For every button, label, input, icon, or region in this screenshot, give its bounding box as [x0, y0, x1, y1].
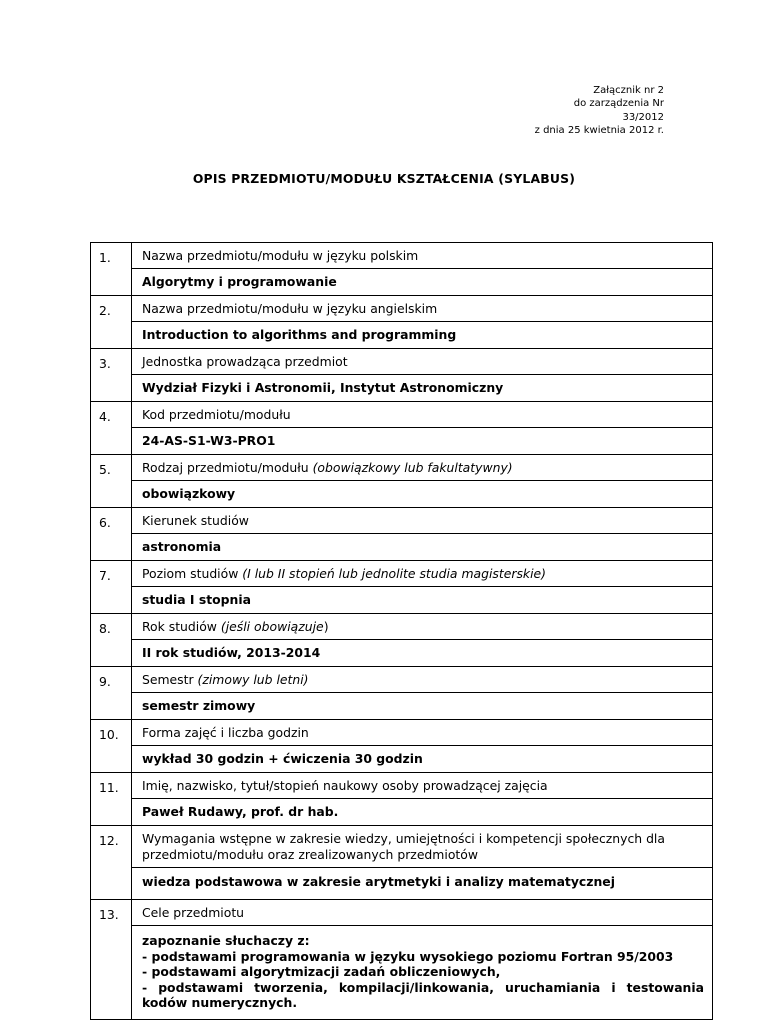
- table-row: [91, 349, 713, 402]
- row-value: obowiązkowy: [132, 480, 712, 507]
- row-content: [132, 561, 713, 614]
- row-value: Introduction to algorithms and programming: [132, 321, 712, 348]
- row-label: Kierunek studiów: [142, 513, 249, 528]
- row-content: [132, 720, 713, 773]
- row-number: 1.: [91, 243, 132, 296]
- row-label: Forma zajęć i liczba godzin: [142, 725, 309, 740]
- row-content: [132, 614, 713, 667]
- row-number: 9.: [91, 667, 132, 720]
- row-label: Imię, nazwisko, tytuł/stopień naukowy osoby prowadzącej zajęcia: [142, 778, 548, 793]
- row-content: [132, 296, 713, 349]
- row-value: 24-AS-S1-W3-PRO1: [132, 427, 712, 454]
- attachment-line-1: Załącznik nr 2: [593, 85, 664, 96]
- row-content: [132, 667, 713, 720]
- attachment-line-4: z dnia 25 kwietnia 2012 r.: [534, 124, 664, 136]
- goal-line-3: - podstawami algorytmizacji zadań obliczeniowych,: [142, 964, 501, 980]
- label-note: (jeśli obowiązuje: [220, 619, 324, 634]
- table-row: [91, 773, 713, 826]
- row-value: astronomia: [132, 533, 712, 560]
- table-row: [91, 243, 713, 296]
- table-row: [91, 561, 713, 614]
- label-note: (zimowy lub letni): [197, 672, 309, 687]
- row-value: semestr zimowy: [132, 692, 712, 719]
- row-value: wykład 30 godzin + ćwiczenia 30 godzin: [132, 745, 712, 772]
- table-row: [91, 826, 713, 900]
- goal-line-1: zapoznanie słuchaczy z:: [142, 933, 310, 948]
- row-label-line-2: przedmiotu/modułu oraz zrealizowanych przedmiotów: [142, 847, 478, 862]
- row-content: [132, 900, 713, 1020]
- row-number: 12.: [91, 826, 132, 900]
- row-number: 8.: [91, 614, 132, 667]
- label-text: Semestr: [142, 672, 198, 687]
- table-row: [91, 720, 713, 773]
- goal-line-2: - podstawami programowania w języku wysokiego poziomu Fortran 95/2003: [142, 948, 674, 964]
- row-value: Algorytmy i programowanie: [132, 268, 712, 295]
- row-value: II rok studiów, 2013-2014: [132, 639, 712, 666]
- row-label: Cele przedmiotu: [142, 905, 245, 920]
- goal-line-4: - podstawami tworzenia, kompilacji/linkowania, uruchamiania i testowania: [142, 979, 704, 995]
- row-value: Wydział Fizyki i Astronomii, Instytut Astronomiczny: [132, 374, 712, 401]
- row-label: [132, 455, 712, 480]
- row-content: [132, 773, 713, 826]
- row-value: studia I stopnia: [132, 586, 712, 613]
- row-number: 13.: [91, 900, 132, 1020]
- label-note: (I lub II stopień lub jednolite studia magisterskie): [242, 566, 546, 581]
- syllabus-table: [90, 242, 713, 1020]
- row-label: Jednostka prowadząca przedmiot: [142, 354, 348, 369]
- row-value: [132, 925, 712, 1019]
- goal-line-5: kodów numerycznych.: [142, 995, 298, 1011]
- row-content: [132, 349, 713, 402]
- row-number: 7.: [91, 561, 132, 614]
- row-number: 11.: [91, 773, 132, 826]
- row-number: 10.: [91, 720, 132, 773]
- row-content: [132, 455, 713, 508]
- attachment-line-3: 33/2012: [622, 111, 664, 123]
- document-title: OPIS PRZEDMIOTU/MODUŁU KSZTAŁCENIA (SYLABUS): [192, 171, 576, 186]
- row-label: [132, 826, 712, 867]
- row-label: [132, 667, 712, 692]
- row-label: [132, 614, 712, 639]
- label-note: (obowiązkowy lub fakultatywny): [312, 460, 513, 475]
- table-row: [91, 900, 713, 1020]
- row-value: Paweł Rudawy, prof. dr hab.: [132, 798, 712, 825]
- row-number: 6.: [91, 508, 132, 561]
- attachment-note: [424, 84, 664, 137]
- row-content: [132, 243, 713, 296]
- label-text: Rodzaj przedmiotu/modułu: [142, 460, 313, 475]
- row-number: 2.: [91, 296, 132, 349]
- row-content: [132, 402, 713, 455]
- row-label: [132, 561, 712, 586]
- row-number: 5.: [91, 455, 132, 508]
- row-label: Kod przedmiotu/modułu: [142, 407, 291, 422]
- row-content: [132, 826, 713, 900]
- row-number: 3.: [91, 349, 132, 402]
- table-row: [91, 455, 713, 508]
- row-label: Nazwa przedmiotu/modułu w języku polskim: [142, 248, 419, 263]
- row-label-line-1: Wymagania wstępne w zakresie wiedzy, umiejętności i kompetencji społecznych dla: [142, 831, 665, 846]
- table-row: [91, 296, 713, 349]
- label-tail: ): [323, 619, 329, 634]
- table-row: [91, 508, 713, 561]
- row-number: 4.: [91, 402, 132, 455]
- row-value: wiedza podstawowa w zakresie arytmetyki i analizy matematycznej: [132, 867, 712, 899]
- table-row: [91, 402, 713, 455]
- row-content: [132, 508, 713, 561]
- table-row: [91, 667, 713, 720]
- label-text: Rok studiów: [142, 619, 221, 634]
- label-text: Poziom studiów: [142, 566, 243, 581]
- table-row: [91, 614, 713, 667]
- row-label: Nazwa przedmiotu/modułu w języku angielskim: [142, 301, 438, 316]
- attachment-line-2: do zarządzenia Nr: [573, 98, 664, 110]
